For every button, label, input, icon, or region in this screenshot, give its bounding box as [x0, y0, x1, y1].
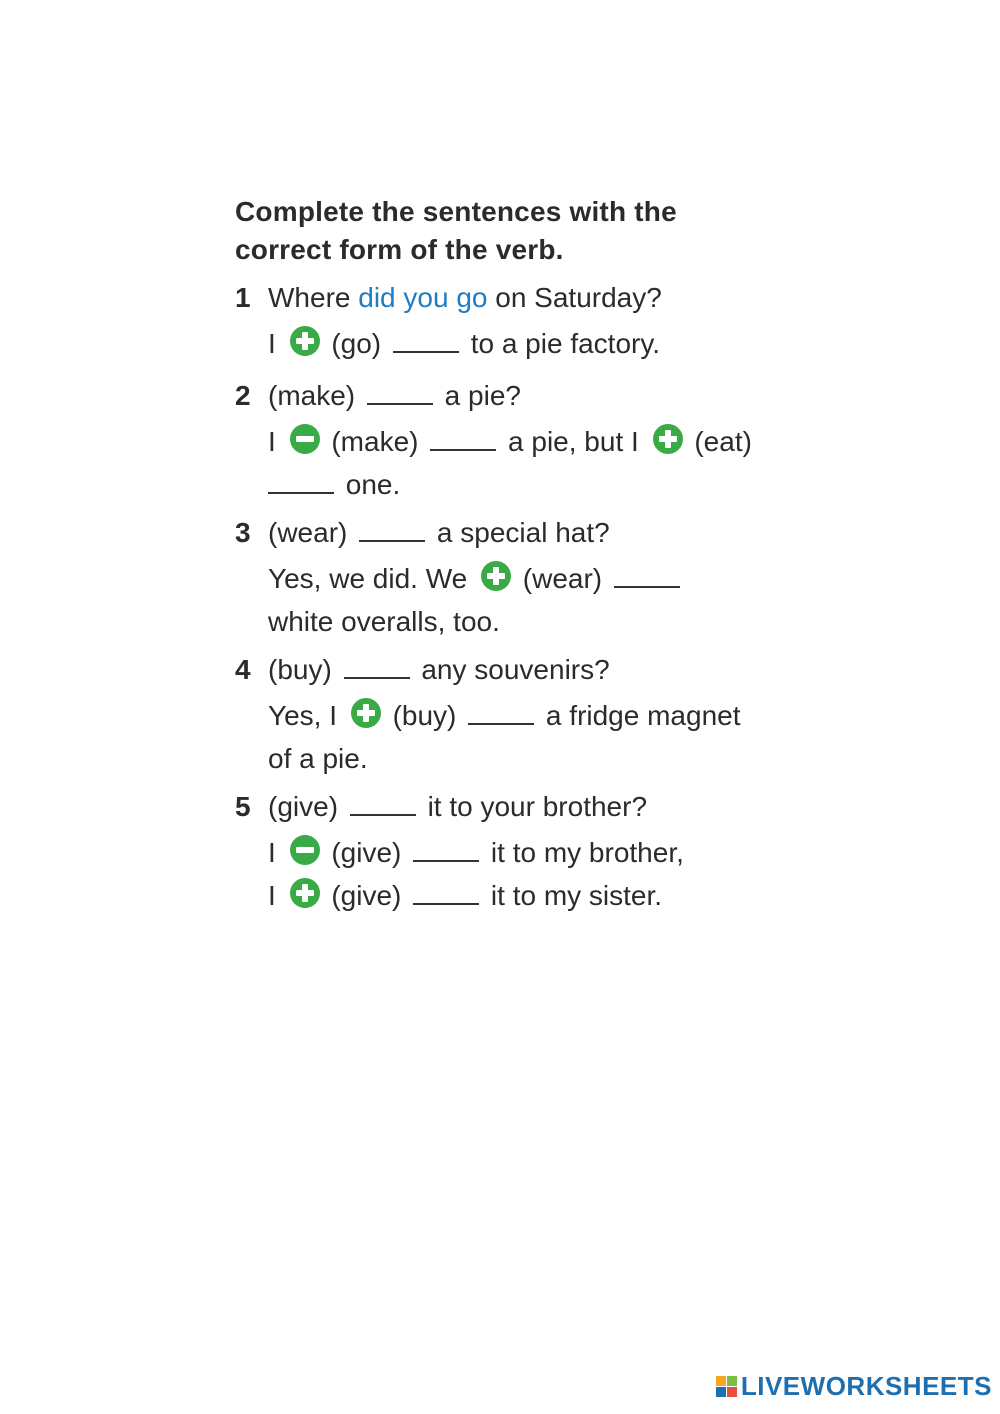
text: I — [268, 426, 284, 457]
text: I — [268, 880, 284, 911]
plus-circle-icon — [290, 878, 320, 908]
cue-text: did you go — [358, 282, 488, 313]
item-number: 3 — [235, 517, 251, 548]
text: I — [268, 837, 284, 868]
answer-line — [268, 321, 795, 367]
plus-circle-icon — [481, 561, 511, 591]
verb-cue: (give) — [323, 880, 410, 911]
verb-cue: (give) — [323, 837, 410, 868]
minus-circle-icon — [290, 424, 320, 454]
item-number: 2 — [235, 380, 251, 411]
text: any souvenirs? — [413, 654, 610, 685]
question-line — [268, 373, 795, 419]
verb-cue: (buy) — [384, 700, 465, 731]
answer-line: of a pie. — [268, 743, 368, 774]
question-line — [268, 275, 795, 321]
verb-cue: (wear) — [268, 517, 356, 548]
exercise-item-3 — [235, 510, 795, 641]
verb-cue: (eat) — [686, 426, 752, 457]
minus-circle-icon — [290, 835, 320, 865]
instruction-line: correct form of the verb. — [235, 234, 564, 265]
text: to a pie factory. — [462, 328, 661, 359]
answer-blank[interactable] — [344, 651, 410, 679]
text: on Saturday? — [487, 282, 662, 313]
item-number: 1 — [235, 282, 251, 313]
answer-blank[interactable] — [359, 514, 425, 542]
question-line — [268, 647, 795, 693]
verb-cue: (give) — [268, 791, 346, 822]
answer-line — [268, 830, 795, 876]
exercise-item-1 — [235, 275, 795, 367]
text: it to my sister. — [483, 880, 663, 911]
answer-line — [268, 693, 795, 739]
plus-circle-icon — [290, 326, 320, 356]
answer-blank[interactable] — [468, 697, 534, 725]
watermark-text: LIVEWORKSHEETS — [740, 1371, 992, 1401]
liveworksheets-logo — [716, 1371, 992, 1402]
text: Where — [268, 282, 359, 313]
answer-line — [268, 465, 795, 504]
logo-mark-icon — [716, 1376, 737, 1397]
answer-blank[interactable] — [614, 560, 680, 588]
exercise-item-5 — [235, 784, 795, 915]
question-line — [268, 510, 795, 556]
text: a pie? — [436, 380, 521, 411]
answer-blank[interactable] — [430, 423, 496, 451]
answer-line — [268, 419, 795, 465]
instruction — [235, 193, 795, 269]
plus-circle-icon — [653, 424, 683, 454]
text: a pie, but I — [500, 426, 647, 457]
text: a special hat? — [429, 517, 610, 548]
text: Yes, we did. We — [268, 563, 476, 594]
answer-line — [268, 556, 795, 602]
item-number: 4 — [235, 654, 251, 685]
text: Yes, I — [268, 700, 345, 731]
instruction-line: Complete the sentences with the — [235, 196, 677, 227]
text: I — [268, 328, 284, 359]
verb-cue: (buy) — [268, 654, 340, 685]
verb-cue: (make) — [323, 426, 427, 457]
verb-cue: (go) — [323, 328, 389, 359]
answer-blank[interactable] — [367, 377, 433, 405]
exercise-item-4 — [235, 647, 795, 778]
text: a fridge magnet — [538, 700, 741, 731]
answer-blank[interactable] — [393, 325, 459, 353]
text: one. — [338, 469, 401, 500]
verb-cue: (wear) — [515, 563, 610, 594]
question-line — [268, 784, 795, 830]
answer-blank[interactable] — [350, 788, 416, 816]
exercise — [235, 193, 795, 921]
answer-line — [268, 876, 795, 915]
answer-blank[interactable] — [413, 877, 479, 905]
item-number: 5 — [235, 791, 251, 822]
text: it to your brother? — [419, 791, 648, 822]
answer-blank[interactable] — [413, 834, 479, 862]
exercise-item-2 — [235, 373, 795, 504]
plus-circle-icon — [351, 698, 381, 728]
text: it to my brother, — [483, 837, 684, 868]
answer-blank[interactable] — [268, 466, 334, 494]
answer-line: white overalls, too. — [268, 606, 500, 637]
verb-cue: (make) — [268, 380, 363, 411]
